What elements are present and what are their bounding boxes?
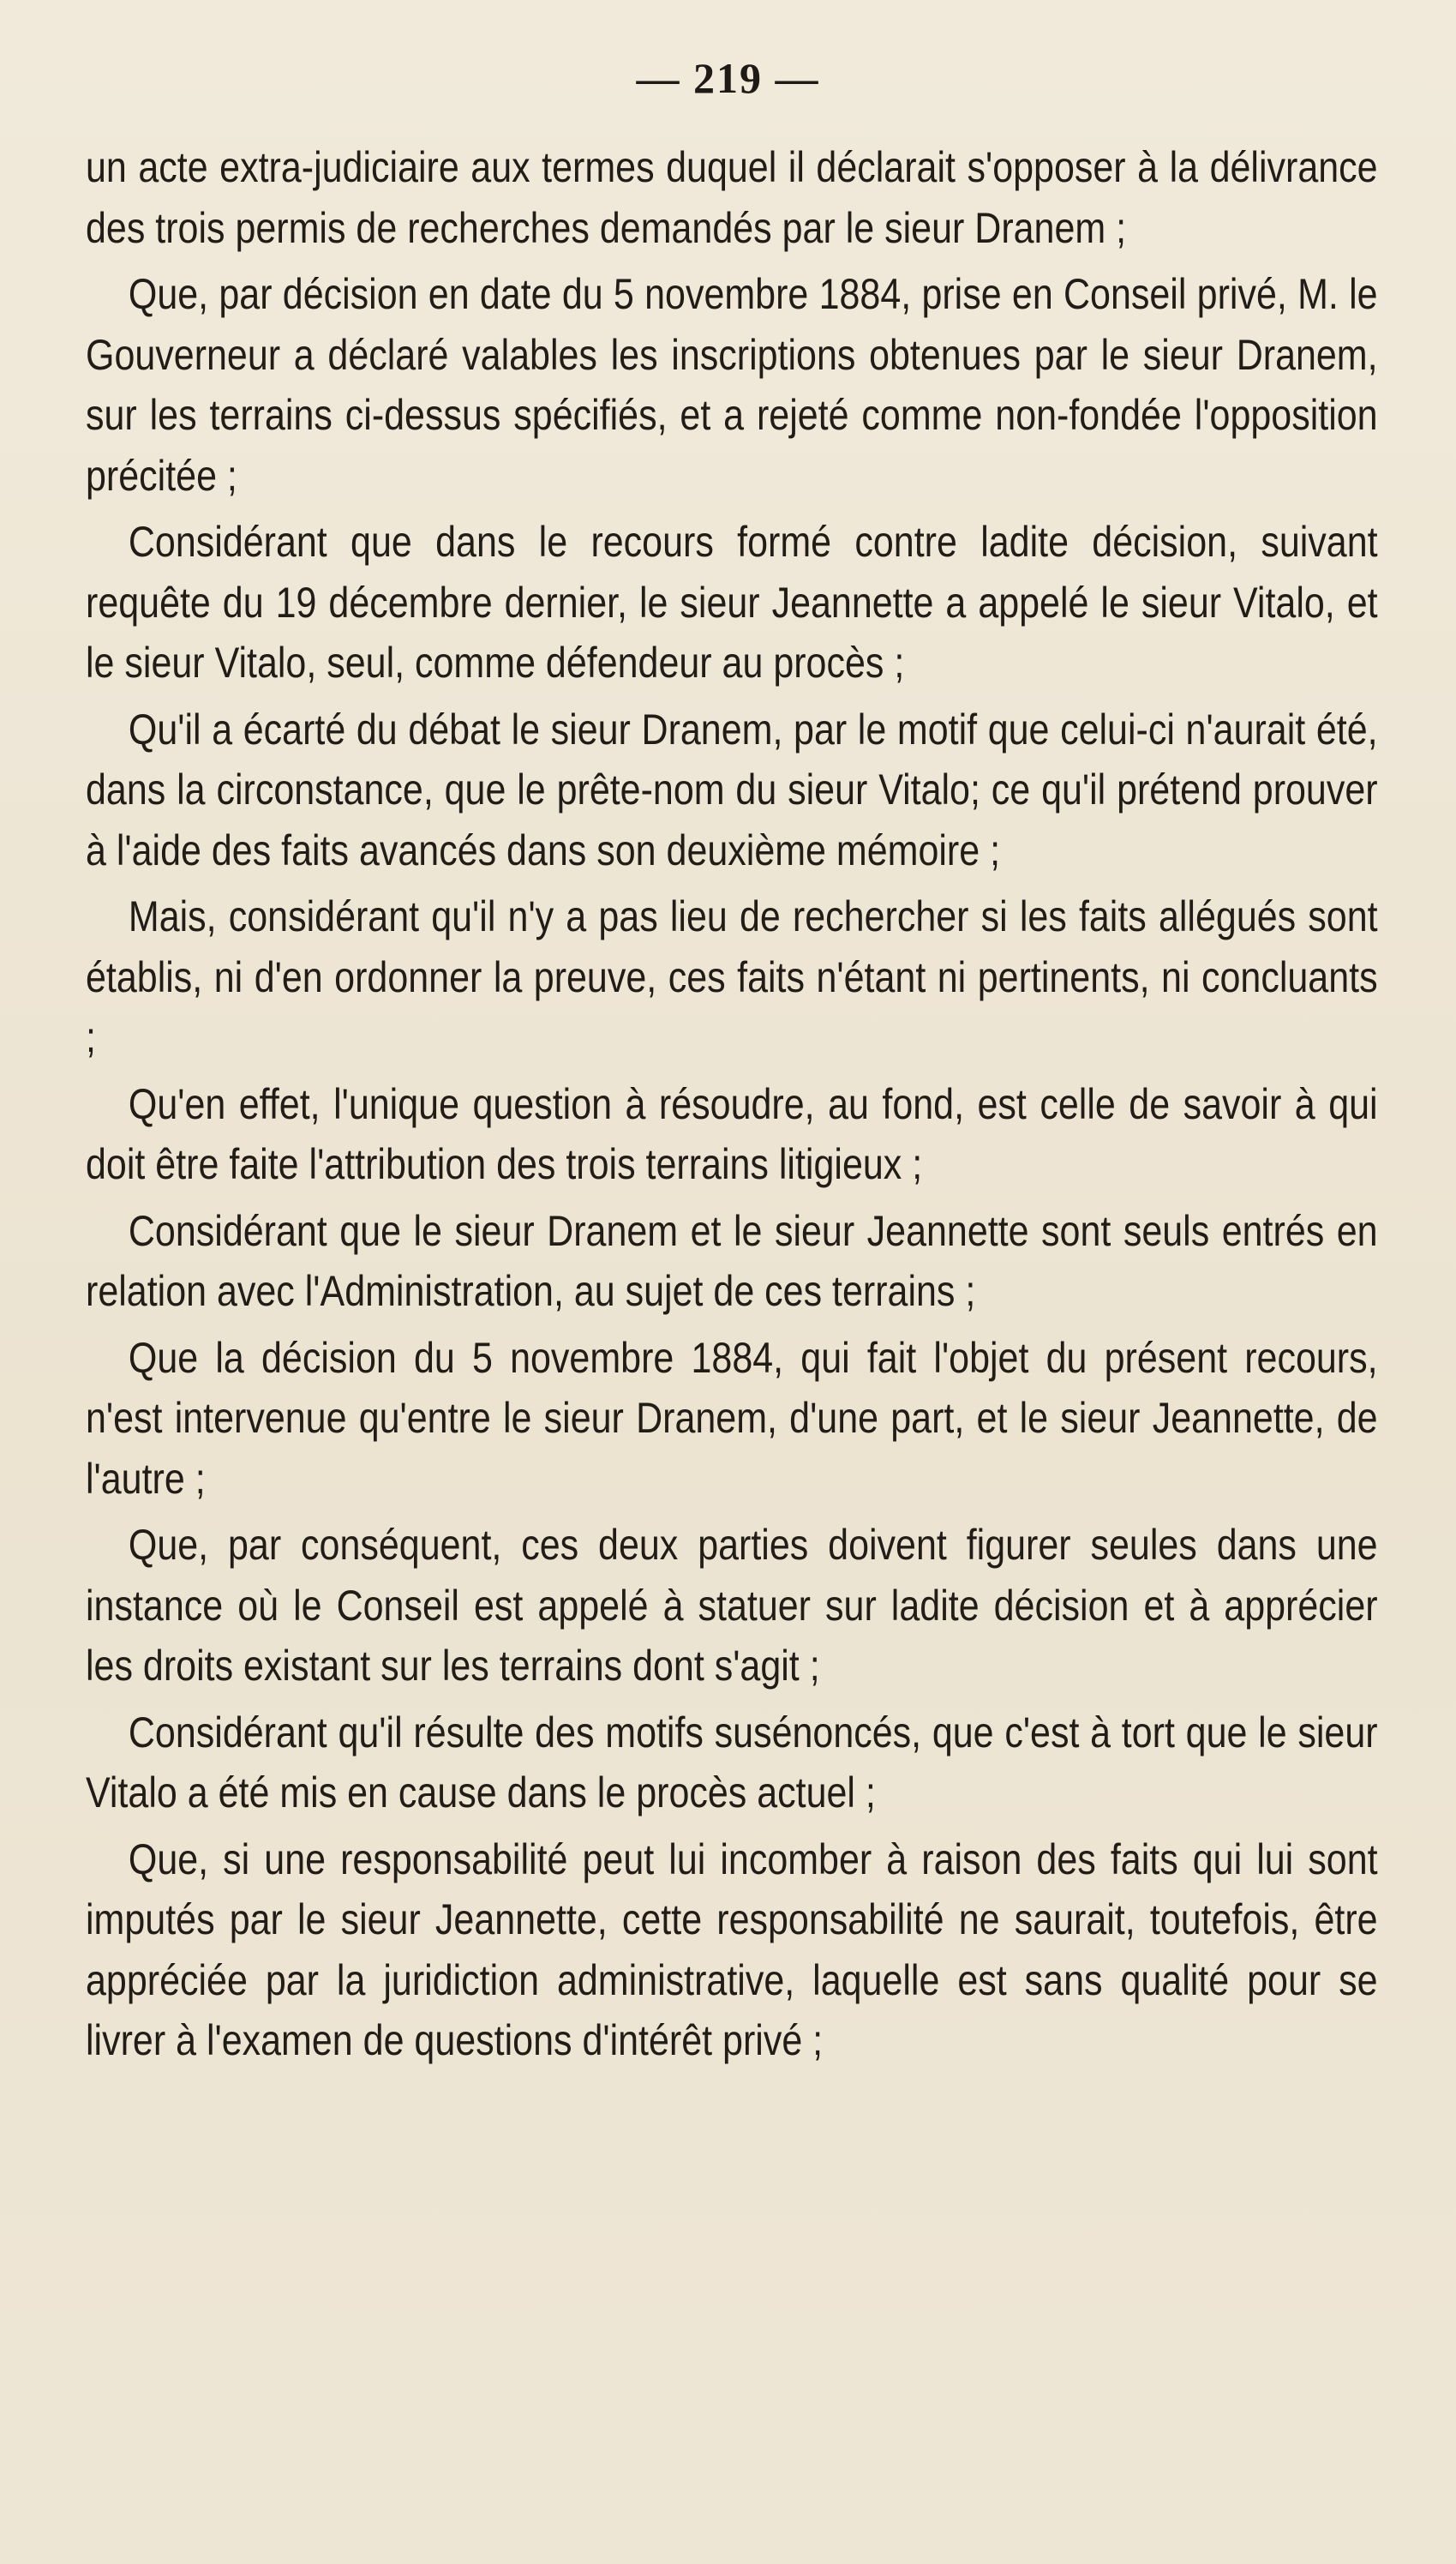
paragraph: Qu'en effet, l'unique question à résoudre, au fond, est celle de savoir à qui doit être faite l'attribution des trois terrains litigieux ;	[86, 1079, 1378, 1188]
paragraph: Considérant que le sieur Dranem et le sieur Jeannette sont seuls entrés en relation avec l'Administration, au sujet de ces terrains ;	[86, 1206, 1378, 1315]
page-number: — 219 —	[636, 54, 820, 102]
paragraph: Que la décision du 5 novembre 1884, qui fait l'objet du présent recours, n'est intervenue qu'entre le sieur Dranem, d'une part, et le sieur Jeannette, de l'autre ;	[86, 1333, 1378, 1503]
paragraph: Que, par conséquent, ces deux parties doivent figurer seules dans une instance où le Conseil est appelé à statuer sur ladite décision et à apprécier les droits existant sur les terrains dont s'agit ;	[86, 1521, 1378, 1690]
paragraph: Mais, considérant qu'il n'y a pas lieu de rechercher si les faits allégués sont établis, ni d'en ordonner la preuve, ces faits n'étant ni pertinents, ni concluants ;	[86, 892, 1378, 1061]
body-text	[86, 137, 1378, 2077]
paragraph: Que, par décision en date du 5 novembre 1884, prise en Conseil privé, M. le Gouverneur a déclaré valables les inscriptions obtenues par le sieur Dranem, sur les terrains ci-dessus spécifiés, et a rejeté comme non-fondée l'opposition précitée ;	[86, 270, 1378, 500]
paragraph: Que, si une responsabilité peut lui incomber à raison des faits qui lui sont imputés par le sieur Jeannette, cette responsabilité ne saurait, toutefois, être appréciée par la juridiction administrative, laquelle est sans qualité pour se livrer à l'examen de questions d'intérêt privé ;	[86, 1834, 1378, 2064]
paragraph: un acte extra-judiciaire aux termes duquel il déclarait s'opposer à la délivrance des trois permis de recherches demandés par le sieur Dranem ;	[86, 143, 1378, 252]
paragraph: Qu'il a écarté du débat le sieur Dranem, par le motif que celui-ci n'aurait été, dans la circonstance, que le prête-nom du sieur Vitalo; ce qu'il prétend prouver à l'aide des faits avancés dans son deuxième mémoire ;	[86, 705, 1378, 874]
paragraph: Considérant qu'il résulte des motifs susénoncés, que c'est à tort que le sieur Vitalo a été mis en cause dans le procès actuel ;	[86, 1708, 1378, 1816]
paragraph: Considérant que dans le recours formé contre ladite décision, suivant requête du 19 décembre dernier, le sieur Jeannette a appelé le sieur Vitalo, et le sieur Vitalo, seul, comme défendeur au procès ;	[86, 518, 1378, 687]
